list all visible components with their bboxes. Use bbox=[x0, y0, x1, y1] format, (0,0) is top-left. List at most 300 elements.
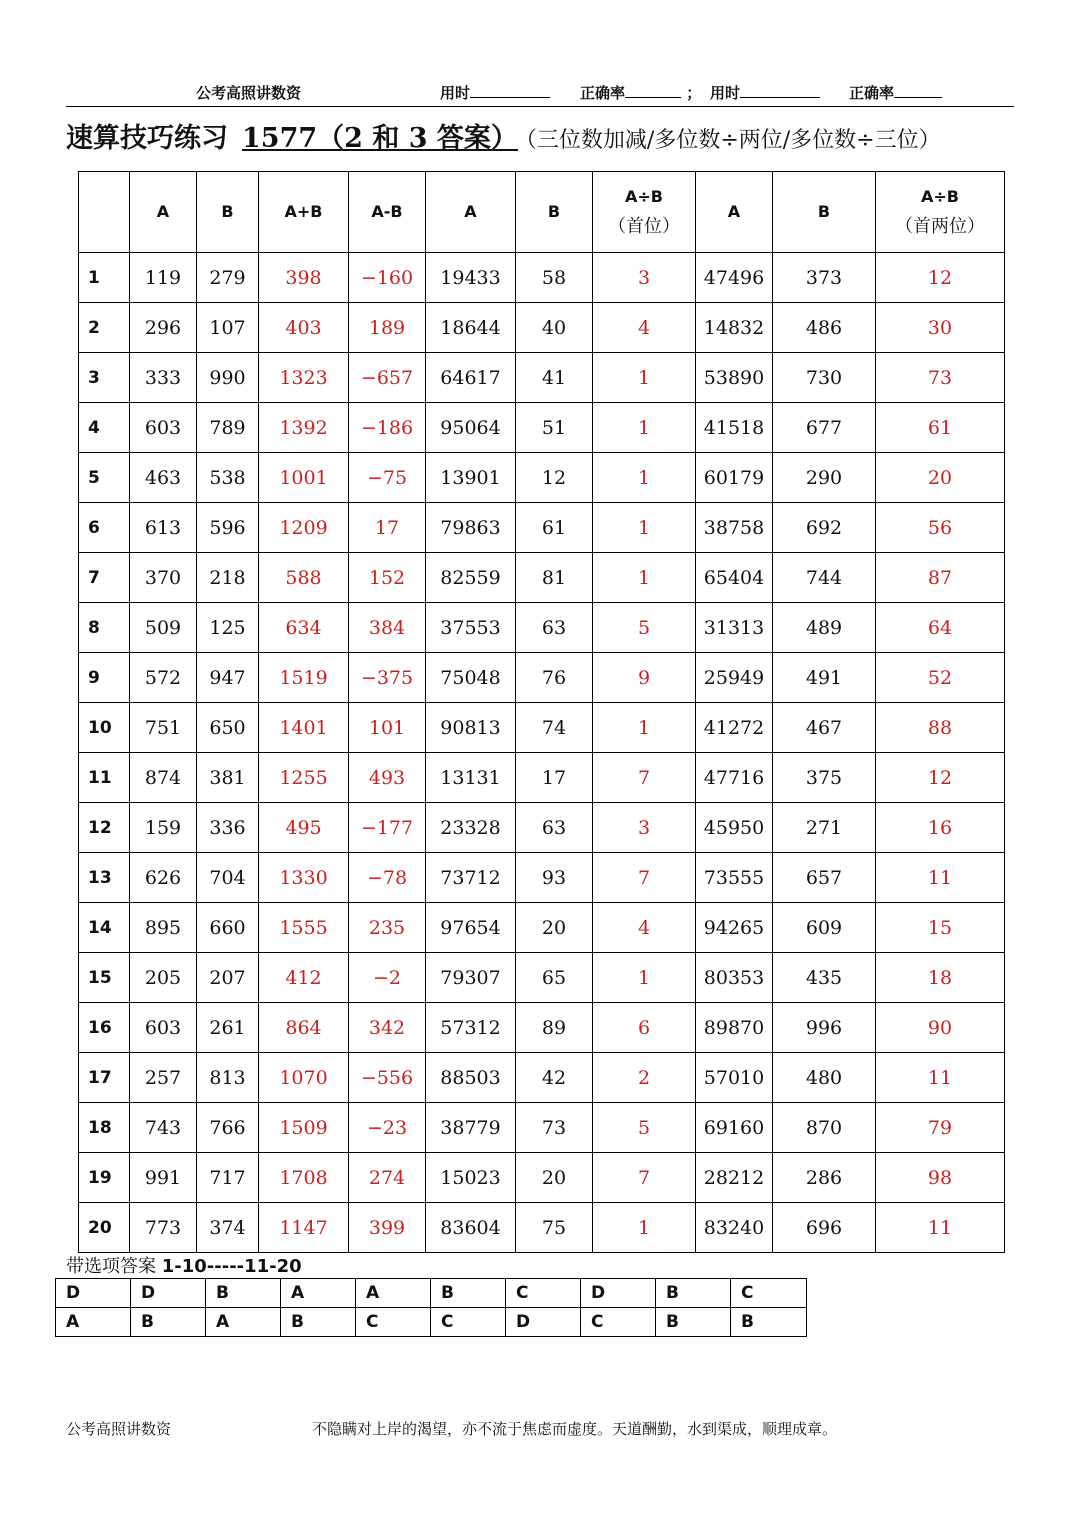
answer-cell: −75 bbox=[349, 453, 426, 503]
table-row bbox=[79, 1103, 1005, 1153]
row-number: 17 bbox=[79, 1053, 130, 1103]
answer-cell: 17 bbox=[349, 503, 426, 553]
answer-cell: 20 bbox=[876, 453, 1005, 503]
option-answer-cell: D bbox=[56, 1279, 131, 1308]
table-cell: 75 bbox=[516, 1203, 593, 1253]
table-cell: 69160 bbox=[696, 1103, 773, 1153]
answer-cell: 403 bbox=[259, 303, 349, 353]
table-header-row bbox=[79, 172, 1005, 253]
row-number: 12 bbox=[79, 803, 130, 853]
accuracy-label-1: 正确率 bbox=[580, 84, 626, 102]
table-cell: 870 bbox=[773, 1103, 876, 1153]
answer-cell: 7 bbox=[593, 853, 696, 903]
table-cell: 97654 bbox=[426, 903, 516, 953]
table-cell: 40 bbox=[516, 303, 593, 353]
row-number: 16 bbox=[79, 1003, 130, 1053]
row-number: 7 bbox=[79, 553, 130, 603]
table-cell: 257 bbox=[130, 1053, 197, 1103]
answer-cell: 493 bbox=[349, 753, 426, 803]
table-cell: 107 bbox=[197, 303, 259, 353]
options-row bbox=[56, 1279, 807, 1308]
table-row bbox=[79, 353, 1005, 403]
table-row bbox=[79, 903, 1005, 953]
table-cell: 83604 bbox=[426, 1203, 516, 1253]
table-cell: 373 bbox=[773, 253, 876, 303]
answer-cell: 399 bbox=[349, 1203, 426, 1253]
table-cell: 218 bbox=[197, 553, 259, 603]
answer-cell: 5 bbox=[593, 1103, 696, 1153]
answer-cell: 101 bbox=[349, 703, 426, 753]
options-row bbox=[56, 1308, 807, 1337]
answer-cell: 412 bbox=[259, 953, 349, 1003]
column-header bbox=[696, 172, 773, 253]
answer-cell: 79 bbox=[876, 1103, 1005, 1153]
option-answer-cell: B bbox=[656, 1308, 731, 1337]
table-row bbox=[79, 553, 1005, 603]
answer-cell: 56 bbox=[876, 503, 1005, 553]
table-cell: 15023 bbox=[426, 1153, 516, 1203]
title-main: 速算技巧练习 bbox=[66, 123, 228, 154]
option-answer-cell: D bbox=[506, 1308, 581, 1337]
table-cell: 79307 bbox=[426, 953, 516, 1003]
table-cell: 12 bbox=[516, 453, 593, 503]
table-cell: 76 bbox=[516, 653, 593, 703]
option-answer-cell: C bbox=[731, 1279, 807, 1308]
table-cell: 947 bbox=[197, 653, 259, 703]
answer-cell: 11 bbox=[876, 1203, 1005, 1253]
time-field-2[interactable] bbox=[710, 82, 820, 103]
table-cell: 717 bbox=[197, 1153, 259, 1203]
answer-cell: 1 bbox=[593, 403, 696, 453]
table-cell: 603 bbox=[130, 403, 197, 453]
answer-cell: 1 bbox=[593, 353, 696, 403]
table-cell: 45950 bbox=[696, 803, 773, 853]
table-cell: 207 bbox=[197, 953, 259, 1003]
table-cell: 88503 bbox=[426, 1053, 516, 1103]
column-header bbox=[516, 172, 593, 253]
answer-cell: 1323 bbox=[259, 353, 349, 403]
table-cell: 20 bbox=[516, 903, 593, 953]
table-cell: 159 bbox=[130, 803, 197, 853]
accuracy-blank-2[interactable] bbox=[894, 83, 942, 98]
option-answer-cell: D bbox=[131, 1279, 206, 1308]
table-cell: 743 bbox=[130, 1103, 197, 1153]
table-cell: 17 bbox=[516, 753, 593, 803]
table-cell: 657 bbox=[773, 853, 876, 903]
answer-cell: −186 bbox=[349, 403, 426, 453]
table-cell: 65 bbox=[516, 953, 593, 1003]
option-answer-cell: B bbox=[206, 1279, 281, 1308]
answer-cell: −23 bbox=[349, 1103, 426, 1153]
table-cell: 57312 bbox=[426, 1003, 516, 1053]
option-answer-cell: A bbox=[281, 1279, 356, 1308]
row-number: 15 bbox=[79, 953, 130, 1003]
options-body bbox=[56, 1279, 807, 1337]
table-cell: 480 bbox=[773, 1053, 876, 1103]
column-header-label: A bbox=[156, 202, 170, 221]
table-cell: 14832 bbox=[696, 303, 773, 353]
table-cell: 596 bbox=[197, 503, 259, 553]
row-number: 4 bbox=[79, 403, 130, 453]
table-cell: 205 bbox=[130, 953, 197, 1003]
table-cell: 20 bbox=[516, 1153, 593, 1203]
table-cell: 93 bbox=[516, 853, 593, 903]
row-number: 1 bbox=[79, 253, 130, 303]
row-number: 3 bbox=[79, 353, 130, 403]
table-cell: 744 bbox=[773, 553, 876, 603]
table-cell: 73555 bbox=[696, 853, 773, 903]
answer-cell: 1 bbox=[593, 1203, 696, 1253]
answer-cell: 1209 bbox=[259, 503, 349, 553]
table-cell: 95064 bbox=[426, 403, 516, 453]
title-subtitle: （三位数加减/多位数÷两位/多位数÷三位） bbox=[525, 128, 941, 153]
answer-cell: 18 bbox=[876, 953, 1005, 1003]
column-header bbox=[593, 172, 696, 253]
row-number: 8 bbox=[79, 603, 130, 653]
table-cell: 51 bbox=[516, 403, 593, 453]
table-cell: 81 bbox=[516, 553, 593, 603]
answer-cell: 11 bbox=[876, 853, 1005, 903]
column-header bbox=[197, 172, 259, 253]
option-answer-cell: B bbox=[731, 1308, 807, 1337]
column-header-label: B bbox=[547, 202, 561, 221]
answer-cell: 3 bbox=[593, 253, 696, 303]
table-body bbox=[79, 253, 1005, 1253]
answer-cell: 398 bbox=[259, 253, 349, 303]
table-cell: 73 bbox=[516, 1103, 593, 1153]
row-number: 9 bbox=[79, 653, 130, 703]
answer-cell: 1 bbox=[593, 703, 696, 753]
table-cell: 38779 bbox=[426, 1103, 516, 1153]
option-answer-cell: A bbox=[56, 1308, 131, 1337]
answer-cell: 12 bbox=[876, 253, 1005, 303]
table-cell: 94265 bbox=[696, 903, 773, 953]
table-cell: 626 bbox=[130, 853, 197, 903]
table-cell: 650 bbox=[197, 703, 259, 753]
table-cell: 463 bbox=[130, 453, 197, 503]
table-cell: 286 bbox=[773, 1153, 876, 1203]
table-row bbox=[79, 753, 1005, 803]
table-cell: 18644 bbox=[426, 303, 516, 353]
table-cell: 381 bbox=[197, 753, 259, 803]
table-cell: 64617 bbox=[426, 353, 516, 403]
footer-motto: 不隐瞒对上岸的渴望，亦不流于焦虑而虚度。天道酬勤，水到渠成，顺理成章。 bbox=[312, 1420, 838, 1438]
answer-cell: 90 bbox=[876, 1003, 1005, 1053]
answer-cell: 6 bbox=[593, 1003, 696, 1053]
answer-cell: 1330 bbox=[259, 853, 349, 903]
table-row bbox=[79, 453, 1005, 503]
table-cell: 31313 bbox=[696, 603, 773, 653]
accuracy-field-2[interactable] bbox=[849, 82, 942, 103]
accuracy-blank-1[interactable] bbox=[625, 83, 681, 98]
table-cell: 23328 bbox=[426, 803, 516, 853]
header-brand: 公考高照讲数资 bbox=[196, 84, 302, 102]
table-cell: 730 bbox=[773, 353, 876, 403]
answer-cell: 189 bbox=[349, 303, 426, 353]
answer-cell: 61 bbox=[876, 403, 1005, 453]
row-number: 2 bbox=[79, 303, 130, 353]
table-cell: 613 bbox=[130, 503, 197, 553]
table-cell: 895 bbox=[130, 903, 197, 953]
table-cell: 609 bbox=[773, 903, 876, 953]
answer-cell: 152 bbox=[349, 553, 426, 603]
table-cell: 75048 bbox=[426, 653, 516, 703]
column-header-sublabel: （首两位） bbox=[895, 216, 985, 237]
column-header-label: B bbox=[221, 202, 234, 221]
header-separator: ； bbox=[686, 84, 702, 102]
answer-cell: 1519 bbox=[259, 653, 349, 703]
column-header-label: A-B bbox=[371, 202, 403, 221]
table-cell: 677 bbox=[773, 403, 876, 453]
time-blank-2[interactable] bbox=[740, 83, 820, 98]
table-cell: 41 bbox=[516, 353, 593, 403]
answer-cell: 7 bbox=[593, 753, 696, 803]
row-number: 11 bbox=[79, 753, 130, 803]
table-cell: 692 bbox=[773, 503, 876, 553]
answer-cell: 274 bbox=[349, 1153, 426, 1203]
answer-cell: 30 bbox=[876, 303, 1005, 353]
table-cell: 82559 bbox=[426, 553, 516, 603]
footer-brand: 公考高照讲数资 bbox=[66, 1420, 172, 1438]
table-cell: 467 bbox=[773, 703, 876, 753]
table-cell: 41272 bbox=[696, 703, 773, 753]
table-cell: 660 bbox=[197, 903, 259, 953]
row-number: 10 bbox=[79, 703, 130, 753]
answer-cell: −78 bbox=[349, 853, 426, 903]
table-cell: 789 bbox=[197, 403, 259, 453]
answer-cell: 15 bbox=[876, 903, 1005, 953]
option-answer-cell: A bbox=[356, 1279, 431, 1308]
table-row bbox=[79, 953, 1005, 1003]
table-cell: 751 bbox=[130, 703, 197, 753]
answer-cell: 864 bbox=[259, 1003, 349, 1053]
table-row bbox=[79, 303, 1005, 353]
table-cell: 53890 bbox=[696, 353, 773, 403]
column-header-label: A+B bbox=[284, 202, 323, 221]
time-label-2: 用时 bbox=[710, 84, 741, 102]
answer-cell: 52 bbox=[876, 653, 1005, 703]
table-row bbox=[79, 403, 1005, 453]
table-row bbox=[79, 1203, 1005, 1253]
table-cell: 435 bbox=[773, 953, 876, 1003]
accuracy-label-2: 正确率 bbox=[849, 84, 895, 102]
table-cell: 63 bbox=[516, 803, 593, 853]
answer-cell: 342 bbox=[349, 1003, 426, 1053]
option-answer-cell: C bbox=[581, 1308, 656, 1337]
exercise-table bbox=[78, 171, 1005, 1253]
time-field-1[interactable] bbox=[440, 82, 550, 103]
table-row bbox=[79, 853, 1005, 903]
table-cell: 336 bbox=[197, 803, 259, 853]
option-answer-cell: B bbox=[431, 1279, 506, 1308]
row-number: 19 bbox=[79, 1153, 130, 1203]
row-number: 5 bbox=[79, 453, 130, 503]
answer-cell: 384 bbox=[349, 603, 426, 653]
answer-cell: 16 bbox=[876, 803, 1005, 853]
options-caption bbox=[66, 1252, 302, 1278]
row-number: 20 bbox=[79, 1203, 130, 1253]
table-cell: 271 bbox=[773, 803, 876, 853]
answer-cell: 1509 bbox=[259, 1103, 349, 1153]
column-header bbox=[79, 172, 130, 253]
answer-cell: 1 bbox=[593, 953, 696, 1003]
answer-cell: 87 bbox=[876, 553, 1005, 603]
answer-cell: 7 bbox=[593, 1153, 696, 1203]
answer-cell: 1 bbox=[593, 553, 696, 603]
table-cell: 13131 bbox=[426, 753, 516, 803]
table-cell: 374 bbox=[197, 1203, 259, 1253]
answer-cell: 495 bbox=[259, 803, 349, 853]
answer-cell: −160 bbox=[349, 253, 426, 303]
table-cell: 991 bbox=[130, 1153, 197, 1203]
answer-cell: −2 bbox=[349, 953, 426, 1003]
table-row bbox=[79, 1053, 1005, 1103]
answer-cell: 588 bbox=[259, 553, 349, 603]
answer-cell: 1 bbox=[593, 503, 696, 553]
table-cell: 89870 bbox=[696, 1003, 773, 1053]
table-cell: 509 bbox=[130, 603, 197, 653]
option-answer-cell: A bbox=[206, 1308, 281, 1337]
options-caption-range: 1-10-----11-20 bbox=[161, 1256, 302, 1277]
table-cell: 42 bbox=[516, 1053, 593, 1103]
table-cell: 813 bbox=[197, 1053, 259, 1103]
answer-cell: 88 bbox=[876, 703, 1005, 753]
table-cell: 73712 bbox=[426, 853, 516, 903]
answer-cell: 235 bbox=[349, 903, 426, 953]
table-row bbox=[79, 1003, 1005, 1053]
table-cell: 538 bbox=[197, 453, 259, 503]
answer-cell: 9 bbox=[593, 653, 696, 703]
column-header bbox=[130, 172, 197, 253]
table-cell: 47716 bbox=[696, 753, 773, 803]
answer-cell: −375 bbox=[349, 653, 426, 703]
table-cell: 766 bbox=[197, 1103, 259, 1153]
page-title bbox=[66, 116, 941, 160]
answer-cell: 4 bbox=[593, 903, 696, 953]
column-header bbox=[426, 172, 516, 253]
answer-cell: 1401 bbox=[259, 703, 349, 753]
answer-cell: 5 bbox=[593, 603, 696, 653]
table-cell: 25949 bbox=[696, 653, 773, 703]
options-caption-label: 带选项答案 bbox=[66, 1256, 156, 1277]
table-cell: 375 bbox=[773, 753, 876, 803]
table-row bbox=[79, 1153, 1005, 1203]
table-cell: 41518 bbox=[696, 403, 773, 453]
table-cell: 13901 bbox=[426, 453, 516, 503]
table-cell: 125 bbox=[197, 603, 259, 653]
answer-cell: 1070 bbox=[259, 1053, 349, 1103]
table-cell: 704 bbox=[197, 853, 259, 903]
table-cell: 290 bbox=[773, 453, 876, 503]
table-cell: 74 bbox=[516, 703, 593, 753]
table-cell: 63 bbox=[516, 603, 593, 653]
answer-cell: 11 bbox=[876, 1053, 1005, 1103]
option-answer-cell: B bbox=[281, 1308, 356, 1337]
table-cell: 603 bbox=[130, 1003, 197, 1053]
table-cell: 37553 bbox=[426, 603, 516, 653]
answer-cell: −556 bbox=[349, 1053, 426, 1103]
column-header-label: A bbox=[727, 202, 741, 221]
table-cell: 19433 bbox=[426, 253, 516, 303]
column-header-label: A bbox=[464, 202, 477, 221]
answer-cell: 1001 bbox=[259, 453, 349, 503]
option-answer-cell: B bbox=[656, 1279, 731, 1308]
answer-cell: 73 bbox=[876, 353, 1005, 403]
table-cell: 279 bbox=[197, 253, 259, 303]
accuracy-field-1[interactable] bbox=[580, 82, 701, 103]
answer-cell: 1392 bbox=[259, 403, 349, 453]
row-number: 14 bbox=[79, 903, 130, 953]
header-bar bbox=[66, 80, 1014, 107]
answer-cell: 634 bbox=[259, 603, 349, 653]
time-blank-1[interactable] bbox=[470, 83, 550, 98]
table-cell: 89 bbox=[516, 1003, 593, 1053]
option-answer-cell: C bbox=[431, 1308, 506, 1337]
table-cell: 489 bbox=[773, 603, 876, 653]
row-number: 13 bbox=[79, 853, 130, 903]
table-cell: 65404 bbox=[696, 553, 773, 603]
table-cell: 90813 bbox=[426, 703, 516, 753]
column-header bbox=[876, 172, 1005, 253]
answer-cell: −177 bbox=[349, 803, 426, 853]
table-cell: 773 bbox=[130, 1203, 197, 1253]
table-cell: 486 bbox=[773, 303, 876, 353]
time-label-1: 用时 bbox=[440, 84, 471, 102]
table-cell: 874 bbox=[130, 753, 197, 803]
answer-cell: 12 bbox=[876, 753, 1005, 803]
table-cell: 261 bbox=[197, 1003, 259, 1053]
table-row bbox=[79, 253, 1005, 303]
answer-cell: 1147 bbox=[259, 1203, 349, 1253]
table-cell: 996 bbox=[773, 1003, 876, 1053]
table-cell: 28212 bbox=[696, 1153, 773, 1203]
answer-cell: 64 bbox=[876, 603, 1005, 653]
option-answer-cell: B bbox=[131, 1308, 206, 1337]
column-header-sublabel: （首位） bbox=[608, 216, 680, 237]
table-cell: 370 bbox=[130, 553, 197, 603]
answer-cell: 1 bbox=[593, 453, 696, 503]
column-header-label: A÷B bbox=[625, 187, 663, 206]
options-table bbox=[55, 1278, 807, 1337]
table-row bbox=[79, 703, 1005, 753]
column-header-label: B bbox=[817, 202, 831, 221]
table-row bbox=[79, 603, 1005, 653]
column-header-label: A÷B bbox=[921, 187, 959, 206]
column-header bbox=[773, 172, 876, 253]
table-row bbox=[79, 503, 1005, 553]
table-cell: 57010 bbox=[696, 1053, 773, 1103]
table-cell: 79863 bbox=[426, 503, 516, 553]
table-cell: 80353 bbox=[696, 953, 773, 1003]
table-cell: 61 bbox=[516, 503, 593, 553]
option-answer-cell: D bbox=[581, 1279, 656, 1308]
column-header bbox=[259, 172, 349, 253]
table-cell: 58 bbox=[516, 253, 593, 303]
table-cell: 333 bbox=[130, 353, 197, 403]
table-cell: 119 bbox=[130, 253, 197, 303]
answer-cell: 1255 bbox=[259, 753, 349, 803]
table-cell: 47496 bbox=[696, 253, 773, 303]
row-number: 18 bbox=[79, 1103, 130, 1153]
answer-cell: 3 bbox=[593, 803, 696, 853]
option-answer-cell: C bbox=[506, 1279, 581, 1308]
table-cell: 491 bbox=[773, 653, 876, 703]
table-cell: 696 bbox=[773, 1203, 876, 1253]
table-cell: 60179 bbox=[696, 453, 773, 503]
table-cell: 572 bbox=[130, 653, 197, 703]
answer-cell: 98 bbox=[876, 1153, 1005, 1203]
answer-cell: 1555 bbox=[259, 903, 349, 953]
